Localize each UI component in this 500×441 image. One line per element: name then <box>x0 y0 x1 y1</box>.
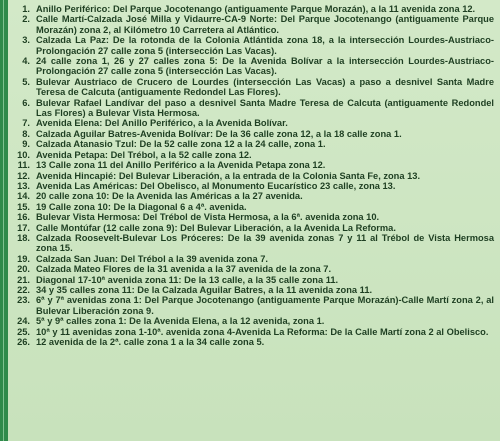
list-item <box>12 275 494 285</box>
item-number: 21. <box>17 274 30 285</box>
list-item <box>12 295 494 316</box>
item-number: 3. <box>22 35 30 46</box>
item-text: Calzada San Juan: Del Trébol a la 39 avenida zona 7. <box>36 253 268 264</box>
item-text: Calle Martí-Calzada José Milla y Vidaurre-CA-9 Norte: Del Parque Jocotenango (antiguamente Parque Morazán) zona 2, al Kilómetro 10 Carretera al Atlántico. <box>36 14 494 35</box>
item-number: 24. <box>17 316 30 327</box>
item-text: 24 calle zona 1, 26 y 27 calles zona 5: De la Avenida Bolívar a la intersección Lourdes-Austriaco-Prolongación 27 calle zona 5 (intersección Las Vacas). <box>36 56 494 77</box>
item-number: 12. <box>17 170 30 181</box>
item-text: 34 y 35 calles zona 11: De la Calzada Aguilar Batres, a la 11 avenida zona 11. <box>36 284 373 295</box>
list-item <box>12 223 494 233</box>
item-number: 13. <box>17 180 30 191</box>
item-text: Calzada Mateo Flores de la 31 avenida a la 37 avenida de la zona 7. <box>36 264 332 275</box>
item-text: 5ª y 9ª calles zona 1: De la Avenida Elena, a la 12 avenida, zona 1. <box>36 316 325 327</box>
item-text: 6ª y 7ª avenidas zona 1: Del Parque Jocotenango (antiguamente Parque Morazán)-Calle Martí zona 2, al Bulevar Liberación zona 9. <box>36 295 494 316</box>
item-text: Calzada Atanasio Tzul: De la 52 calle zona 12 a la 24 calle, zona 1. <box>36 139 326 150</box>
item-number: 7. <box>22 118 30 129</box>
item-number: 2. <box>22 14 30 25</box>
item-text: 12 avenida de la 2ª. calle zona 1 a la 34 calle zona 5. <box>36 337 265 347</box>
item-number: 15. <box>17 201 30 212</box>
list-item <box>12 160 494 170</box>
item-number: 6. <box>22 97 30 108</box>
list-item <box>12 337 494 347</box>
list-item <box>12 171 494 181</box>
item-number: 18. <box>17 232 30 243</box>
left-border-stripe <box>0 0 8 441</box>
item-number: 22. <box>17 284 30 295</box>
list-item <box>12 202 494 212</box>
list-item <box>12 212 494 222</box>
list-item <box>12 139 494 149</box>
list-item <box>12 35 494 56</box>
list-item <box>12 129 494 139</box>
item-text: 19 Calle zona 10: De la Diagonal 6 a 4ª. avenida. <box>36 201 247 212</box>
item-text: Diagonal 17-10ª avenida zona 11: De la 13 calle, a la 35 calle zona 11. <box>36 274 339 285</box>
item-number: 23. <box>17 295 30 306</box>
list-item <box>12 316 494 326</box>
item-text: Avenida Las Américas: Del Obelisco, al Monumento Eucarístico 23 calle, zona 13. <box>36 180 396 191</box>
item-number: 19. <box>17 253 30 264</box>
item-text: 10ª y 11 avenidas zona 1-10ª. avenida zona 4-Avenida La Reforma: De la Calle Martí zona 2 al Obelisco. <box>36 326 489 337</box>
item-text: Avenida Elena: Del Anillo Periférico, a la Avenida Bolívar. <box>36 118 288 129</box>
item-text: Bulevar Rafael Landívar del paso a desnivel Santa Madre Teresa de Calcuta (antiguamente Redondel Las Flores) a Bulevar Vista Hermosa. <box>36 97 494 119</box>
item-number: 20. <box>17 264 30 275</box>
list-item <box>12 285 494 295</box>
item-text: Bulevar Vista Hermosa: Del Trébol de Vista Hermosa, a la 6ª. avenida zona 10. <box>36 212 380 223</box>
item-number: 11. <box>17 160 30 171</box>
item-text: Calle Montúfar (12 calle zona 9): Del Bulevar Liberación, a la Avenida La Reforma. <box>36 222 396 233</box>
list-item <box>12 14 494 35</box>
list-item <box>12 327 494 337</box>
item-number: 1. <box>22 4 30 14</box>
list-item <box>12 56 494 77</box>
item-number: 10. <box>17 149 30 160</box>
item-text: Calzada Roosevelt-Bulevar Los Próceres: De la 39 avenida zonas 7 y 11 al Trébol de Vista Hermosa zona 15. <box>36 232 494 254</box>
item-number: 14. <box>17 191 30 202</box>
list-item <box>12 181 494 191</box>
item-number: 8. <box>22 128 30 139</box>
list-item <box>12 77 494 98</box>
item-number: 25. <box>17 326 30 337</box>
item-number: 17. <box>17 222 30 233</box>
item-text: Anillo Periférico: Del Parque Jocotenango (antiguamente Parque Morazán), a la 11 avenida zona 12. <box>36 4 476 14</box>
list-item <box>12 254 494 264</box>
list-item <box>12 264 494 274</box>
list-item <box>12 98 494 119</box>
item-text: Avenida Hincapié: Del Bulevar Liberación, a la entrada de la Colonia Santa Fe, zona 13. <box>36 170 421 181</box>
item-number: 26. <box>17 337 30 347</box>
item-text: Avenida Petapa: Del Trébol, a la 52 calle zona 12. <box>36 149 252 160</box>
list-item <box>12 118 494 128</box>
item-number: 9. <box>22 139 30 150</box>
list-item <box>12 233 494 254</box>
item-number: 16. <box>17 212 30 223</box>
item-text: Calzada La Paz: De la rotonda de la Colonia Atlántida zona 18, a la intersección Lourdes-Austriaco-Prolongación 27 calle zona 5 (intersección Las Vacas). <box>36 35 494 56</box>
list-item <box>12 150 494 160</box>
list-item <box>12 4 494 14</box>
item-text: Calzada Aguilar Batres-Avenida Bolívar: De la 36 calle zona 12, a la 18 calle zona 1. <box>36 128 402 139</box>
item-text: 13 Calle zona 11 del Anillo Periférico a la Avenida Petapa zona 12. <box>36 160 326 171</box>
item-number: 5. <box>22 76 30 87</box>
item-text: 20 calle zona 10: De la Avenida las Américas a la 27 avenida. <box>36 191 303 202</box>
item-text: Bulevar Austriaco de Crucero de Lourdes (intersección Las Vacas) a paso a desnivel Santa Madre Teresa de Calcuta (antiguamente Redondel Las Flores). <box>36 76 494 98</box>
item-number: 4. <box>22 56 30 67</box>
list-item <box>12 191 494 201</box>
